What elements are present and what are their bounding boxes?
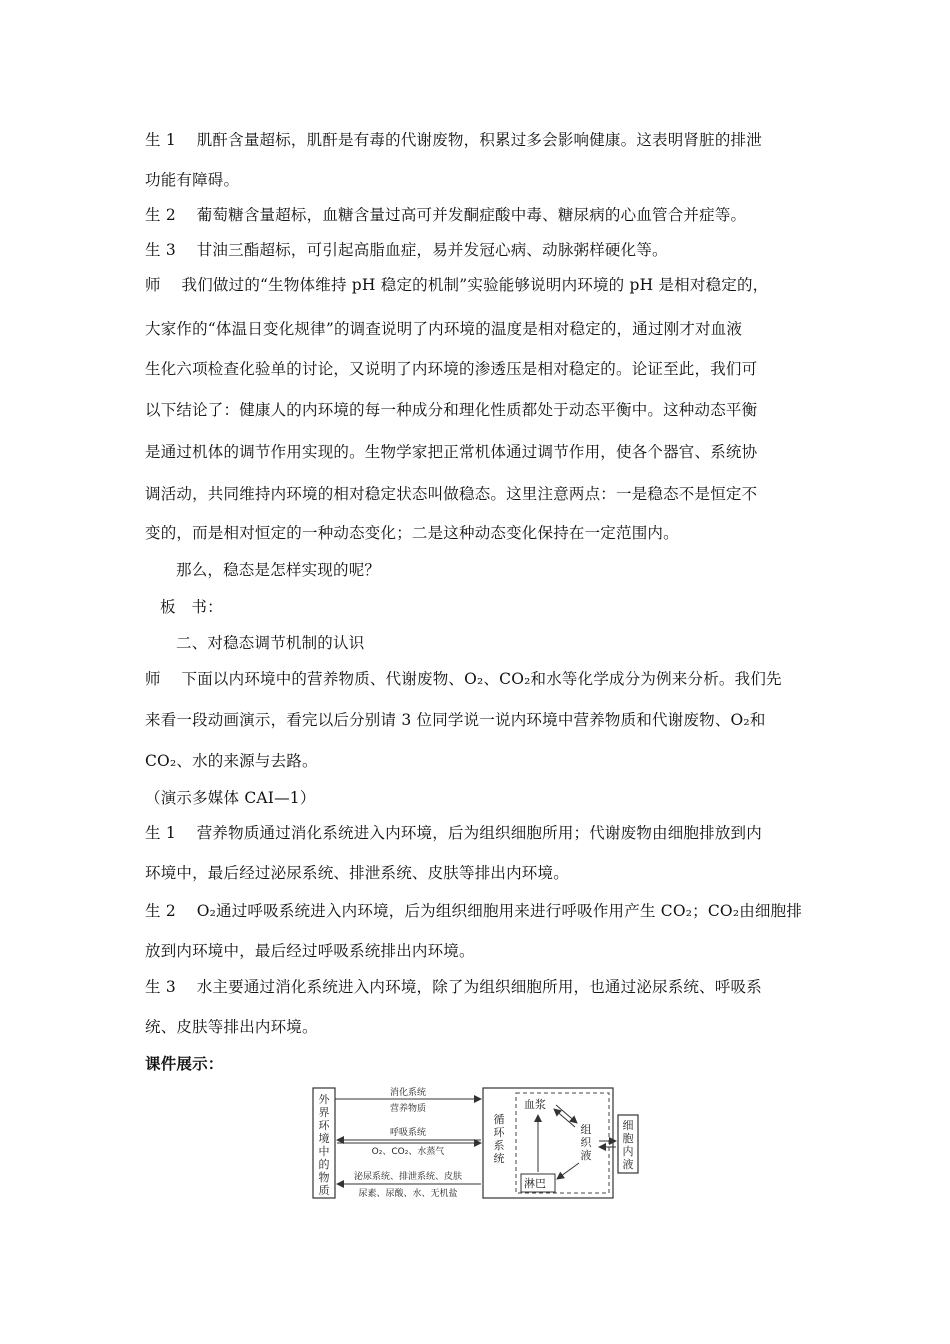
paragraph-line: 生化六项检查化验单的讨论，又说明了内环境的渗透压是相对稳定的。论证至此，我们可 xyxy=(145,360,758,378)
respiratory-system-label: 呼吸系统 xyxy=(389,1128,427,1138)
paragraph-line: 生 3 水主要通过消化系统进入内环境，除了为组织细胞所用，也通过泌尿系统、呼吸系 xyxy=(145,978,762,996)
external-env-char: 外 xyxy=(318,1093,330,1106)
external-env-char: 物 xyxy=(318,1171,330,1184)
paragraph-line: 是通过机体的调节作用实现的。生物学家把正常机体通过调节作用，使各个器官、系统协 xyxy=(145,443,758,461)
external-env-char: 环 xyxy=(318,1119,330,1132)
wastes-label: 尿素、尿酸、水、无机盐 xyxy=(358,1189,458,1199)
cell-fluid-char: 细 xyxy=(622,1119,634,1132)
external-env-char: 中 xyxy=(318,1145,330,1158)
paragraph-line: 放到内环境中，最后经过呼吸系统排出内环境。 xyxy=(145,942,475,960)
external-env-char: 界 xyxy=(318,1106,330,1119)
paragraph-line: 以下结论了：健康人的内环境的每一种成分和理化性质都处于动态平衡中。这种动态平衡 xyxy=(145,401,758,419)
plasma-label: 血浆 xyxy=(524,1098,546,1111)
paragraph-line: 生 3 甘油三酯超标，可引起高脂血症，易并发冠心病、动脉粥样硬化等。 xyxy=(145,241,668,259)
paragraph-line: 调活动，共同维持内环境的相对稳定状态叫做稳态。这里注意两点：一是稳态不是恒定不 xyxy=(145,485,758,503)
circulation-label xyxy=(494,1113,506,1165)
digestive-system-label: 消化系统 xyxy=(389,1088,427,1098)
nutrients-label: 营养物质 xyxy=(389,1104,427,1114)
external-env-char: 的 xyxy=(318,1158,330,1171)
external-env-char: 质 xyxy=(318,1184,330,1197)
paragraph-line: 那么，稳态是怎样实现的呢？ xyxy=(176,561,381,579)
paragraph-line: 环境中，最后经过泌尿系统、排泄系统、皮肤等排出内环境。 xyxy=(145,864,569,882)
paragraph-line: 统、皮肤等排出内环境。 xyxy=(145,1018,318,1036)
gases-label: O₂、CO₂、水蒸气 xyxy=(371,1147,445,1157)
cell-fluid-char: 液 xyxy=(622,1158,634,1171)
external-env-char: 境 xyxy=(318,1132,330,1145)
tissue-fluid-char: 织 xyxy=(580,1136,592,1149)
board-label: 板 书： xyxy=(160,598,223,616)
excretory-system-label: 泌尿系统、排泄系统、皮肤 xyxy=(353,1172,463,1182)
circulation-char: 统 xyxy=(493,1152,505,1165)
cell-fluid-char: 胞 xyxy=(622,1132,634,1145)
circulation-char: 循 xyxy=(493,1113,505,1126)
external-env-label xyxy=(319,1092,331,1197)
paragraph-line: 生 1 营养物质通过消化系统进入内环境，后为组织细胞所用；代谢废物由细胞排放到内 xyxy=(145,824,762,842)
section-heading: 二、对稳态调节机制的认识 xyxy=(176,634,365,652)
circulation-char: 环 xyxy=(493,1126,505,1139)
paragraph-line: 师 下面以内环境中的营养物质、代谢废物、O₂、CO₂和水等化学成分为例来分析。我们先 xyxy=(145,670,782,688)
lymph-label: 淋巴 xyxy=(524,1177,546,1190)
paragraph-line: 功能有障碍。 xyxy=(145,171,240,189)
paragraph-line: 大家作的“体温日变化规律”的调查说明了内环境的温度是相对稳定的，通过刚才对血液 xyxy=(145,320,743,338)
circulation-char: 系 xyxy=(493,1139,505,1152)
tissue-fluid-char: 组 xyxy=(580,1123,592,1136)
paragraph-line: 生 2 葡萄糖含量超标，血糖含量过高可并发酮症酸中毒、糖尿病的心血管合并症等。 xyxy=(145,206,747,224)
paragraph-line: 生 2 O₂通过呼吸系统进入内环境，后为组织细胞用来进行呼吸作用产生 CO₂；CO₂由细胞排 xyxy=(145,902,803,920)
tissue-fluid-label xyxy=(581,1123,593,1162)
tissue-to-lymph-arrow xyxy=(557,1163,579,1179)
homeostasis-diagram xyxy=(311,1083,641,1203)
paragraph-line: 生 1 肌酐含量超标，肌酐是有毒的代谢废物，积累过多会影响健康。这表明肾脏的排泄 xyxy=(145,131,762,149)
paragraph-line: CO₂、水的来源与去路。 xyxy=(145,752,318,770)
paragraph-line: 变的，而是相对恒定的一种动态变化；二是这种动态变化保持在一定范围内。 xyxy=(145,524,679,542)
cell-fluid-label xyxy=(623,1119,634,1171)
courseware-label: 课件展示： xyxy=(145,1055,224,1073)
paragraph-line: 师 我们做过的“生物体维持 pH 稳定的机制”实验能够说明内环境的 pH 是相对稳定的， xyxy=(145,276,769,294)
cell-fluid-char: 内 xyxy=(622,1145,634,1158)
paragraph-line: （演示多媒体 CAI—1） xyxy=(145,789,316,807)
paragraph-line: 来看一段动画演示，看完以后分别请 3 位同学说一说内环境中营养物质和代谢废物、O₂和 xyxy=(145,711,766,729)
tissue-fluid-char: 液 xyxy=(580,1149,592,1162)
